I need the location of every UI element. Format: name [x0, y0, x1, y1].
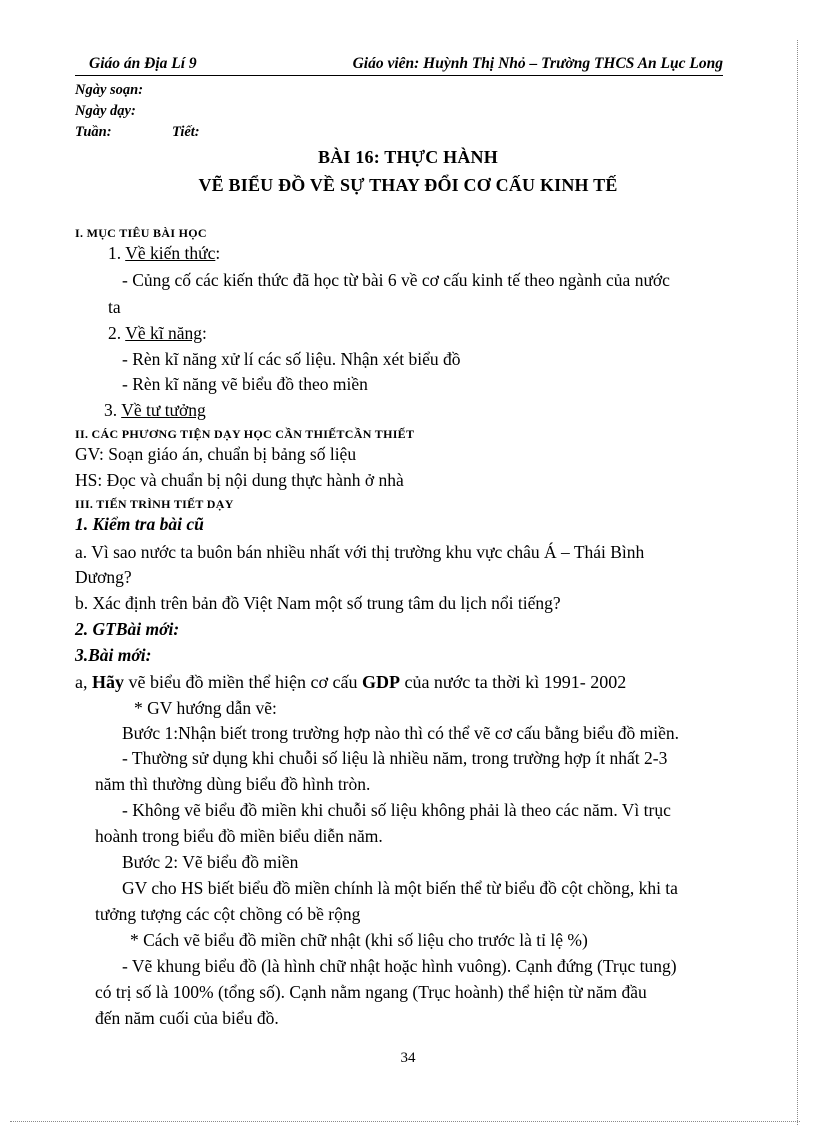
step1-note2-line2: hoành trong biểu đồ miền biểu diễn năm. — [95, 826, 383, 846]
task-statement — [75, 672, 626, 693]
frame-instruction-line2: có trị số là 100% (tổng số). Cạnh nằm ngang (Trục hoành) thể hiện từ năm đầu — [95, 982, 647, 1002]
hs-preparation: HS: Đọc và chuẩn bị nội dung thực hành ở nhà — [75, 470, 404, 490]
skills-bullet-2: - Rèn kĩ năng vẽ biểu đồ theo miền — [122, 374, 368, 394]
task-bold-gdp: GDP — [361, 672, 400, 692]
objective-skills-label: Về kĩ năng — [125, 323, 202, 343]
lesson-title-line1: BÀI 16: THỰC HÀNH — [318, 147, 498, 167]
review-heading: 1. Kiểm tra bài cũ — [75, 514, 204, 534]
objective-attitude-num: 3. — [104, 400, 122, 420]
objective-skills — [108, 323, 207, 344]
review-question-b: b. Xác định trên bản đồ Việt Nam một số trung tâm du lịch nổi tiếng? — [75, 593, 561, 613]
step1-note1-line2: năm thì thường dùng biểu đồ hình tròn. — [95, 774, 371, 794]
objective-attitude-label: Về tư tưởng — [121, 400, 206, 420]
knowledge-text-line2: ta — [108, 297, 121, 317]
ngay-soan-label: Ngày soạn: — [75, 82, 144, 98]
tuan-label: Tuần: — [75, 124, 112, 140]
review-question-a-line2: Dương? — [75, 567, 132, 587]
knowledge-text-line1: - Củng cố các kiến thức đã học từ bài 6 về cơ cấu kinh tế theo ngành của nước — [122, 270, 670, 290]
review-question-a-line1: a. Vì sao nước ta buôn bán nhiều nhất với thị trường khu vực châu Á – Thái Bình — [75, 542, 645, 562]
task-prefix: a, — [75, 672, 92, 692]
objective-knowledge-label: Về kiến thức — [125, 243, 216, 263]
section1-heading: I. MỤC TIÊU BÀI HỌC — [75, 226, 207, 240]
header-subject: Giáo án Địa Lí 9 — [89, 55, 197, 72]
lesson-title-line2: VẼ BIỂU ĐỒ VỀ SỰ THAY ĐỔI CƠ CẤU KINH TẾ — [198, 175, 618, 195]
objective-knowledge-num: 1. — [108, 243, 126, 263]
task-bold-hay: Hãy — [92, 672, 125, 692]
step2-desc-line2: tưởng tượng các cột chồng có bề rộng — [95, 904, 361, 924]
task-suffix: của nước ta thời kì 1991- 2002 — [399, 672, 627, 692]
step1-text: Bước 1:Nhận biết trong trường hợp nào thì có thể vẽ cơ cấu bằng biểu đồ miền. — [122, 723, 680, 743]
tiet-label: Tiết: — [172, 124, 200, 140]
gv-preparation: GV: Soạn giáo án, chuẩn bị bảng số liệu — [75, 444, 357, 464]
skills-bullet-1: - Rèn kĩ năng xử lí các số liệu. Nhận xét biểu đồ — [122, 349, 461, 369]
task-middle: vẽ biểu đồ miền thể hiện cơ cấu — [124, 672, 362, 692]
section3-heading: III. TIẾN TRÌNH TIẾT DẠY — [75, 497, 234, 511]
page-border-right — [797, 40, 798, 1125]
ngay-day-label: Ngày dạy: — [75, 103, 136, 119]
objective-skills-colon: : — [201, 323, 207, 343]
rectangle-method-heading: * Cách vẽ biểu đồ miền chữ nhật (khi số liệu cho trước là tỉ lệ %) — [130, 930, 588, 950]
objective-knowledge — [108, 243, 220, 264]
new-lesson-heading: 3.Bài mới: — [75, 645, 152, 665]
page-border-bottom — [10, 1121, 800, 1122]
step2-text: Bước 2: Vẽ biểu đồ miền — [122, 852, 299, 872]
objective-attitude — [104, 400, 206, 421]
step2-desc-line1: GV cho HS biết biểu đồ miền chính là một biến thể từ biểu đồ cột chồng, khi ta — [122, 878, 678, 898]
frame-instruction-line1: - Vẽ khung biểu đồ (là hình chữ nhật hoặc hình vuông). Cạnh đứng (Trục tung) — [122, 956, 677, 976]
objective-skills-num: 2. — [108, 323, 126, 343]
new-lesson-intro: 2. GTBài mới: — [75, 619, 180, 639]
step1-note2-line1: - Không vẽ biểu đồ miền khi chuỗi số liệu không phải là theo các năm. Vì trục — [122, 800, 671, 820]
objective-knowledge-colon: : — [215, 243, 221, 263]
frame-instruction-line3: đến năm cuối của biểu đồ. — [95, 1008, 279, 1028]
guide-heading: * GV hướng dẫn vẽ: — [134, 698, 277, 718]
header-teacher: Giáo viên: Huỳnh Thị Nhỏ – Trường THCS An Lục Long — [352, 55, 723, 72]
page-number: 34 — [400, 1050, 416, 1066]
page-header — [75, 53, 723, 76]
step1-note1-line1: - Thường sử dụng khi chuỗi số liệu là nhiều năm, trong trường hợp ít nhất 2-3 — [122, 748, 668, 768]
section2-heading: II. CÁC PHƯƠNG TIỆN DẠY HỌC CẦN THIẾTCẦN THIẾT — [75, 427, 415, 441]
